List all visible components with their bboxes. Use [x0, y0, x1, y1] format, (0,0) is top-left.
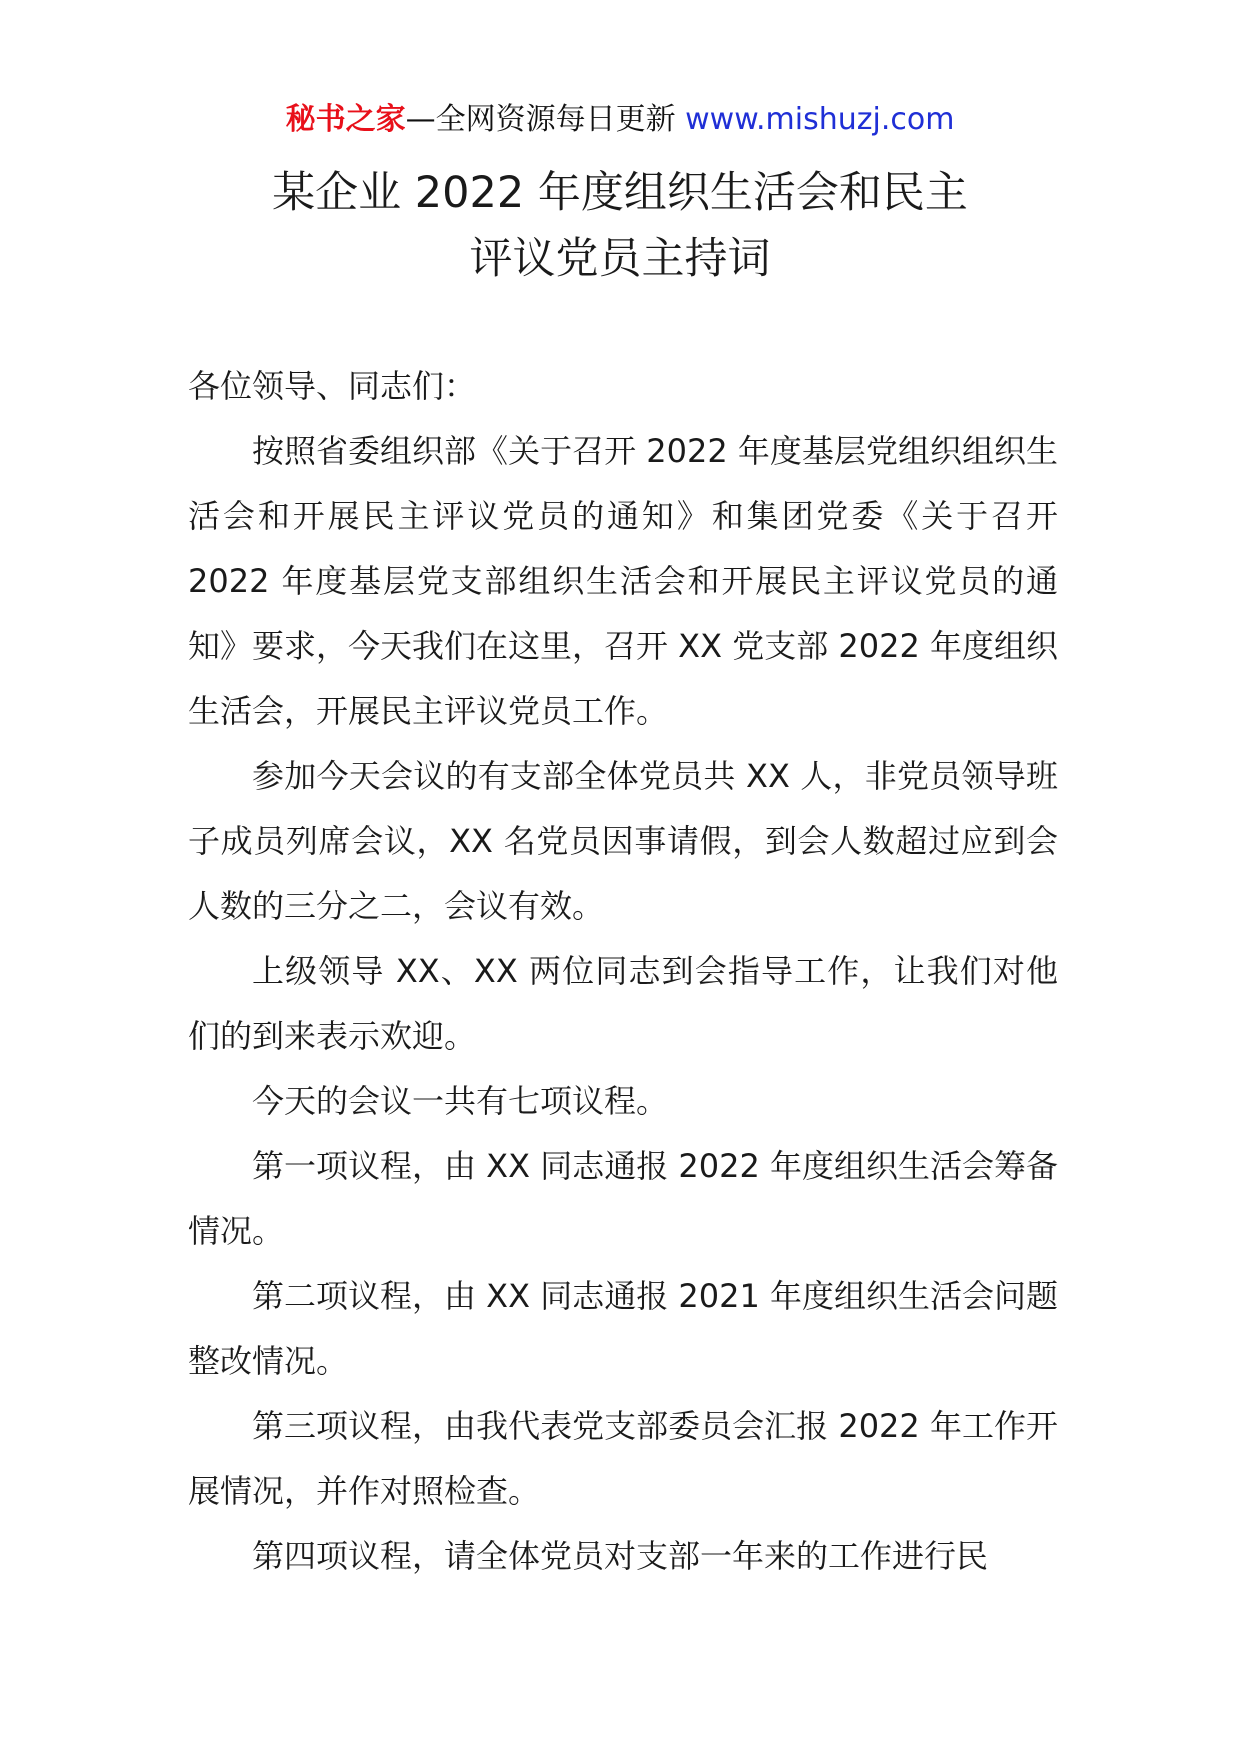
- site-url-link[interactable]: www.mishuzj.com: [685, 102, 955, 137]
- header-slogan: —全网资源每日更新: [405, 102, 676, 137]
- paragraph: 第四项议程，请全体党员对支部一年来的工作进行民: [252, 1537, 989, 1575]
- paragraph: 参加今天会议的有支部全体党员共 XX 人，非党员领导班子成员列席会议，XX 名党员因事请假，到会人数超过应到会人数的三分之二，会议有效。: [188, 757, 1058, 925]
- title-line-1: 某企业 2022 年度组织生活会和民主: [272, 168, 968, 218]
- paragraph: 上级领导 XX、XX 两位同志到会指导工作，让我们对他们的到来表示欢迎。: [188, 952, 1058, 1055]
- title-line-2: 评议党员主持词: [469, 234, 771, 284]
- paragraph: 第二项议程，由 XX 同志通报 2021 年度组织生活会问题整改情况。: [188, 1277, 1058, 1380]
- site-header: [0, 100, 1240, 140]
- paragraph: 今天的会议一共有七项议程。: [252, 1082, 669, 1120]
- document-body: [188, 354, 1058, 1589]
- paragraph: 按照省委组织部《关于召开 2022 年度基层党组织组织生活会和开展民主评议党员的通知》和集团党委《关于召开 2022 年度基层党支部组织生活会和开展民主评议党员的通知》要求，今天我们在这里，召开 XX 党支部 2022 年度组织生活会，开展民主评议党员工作。: [188, 432, 1058, 730]
- greeting: 各位领导、同志们：: [188, 367, 477, 405]
- brand-name: 秘书之家: [285, 102, 406, 137]
- document-title: [0, 160, 1240, 292]
- paragraph: 第三项议程，由我代表党支部委员会汇报 2022 年工作开展情况，并作对照检查。: [188, 1407, 1058, 1510]
- paragraph: 第一项议程，由 XX 同志通报 2022 年度组织生活会筹备情况。: [188, 1147, 1058, 1250]
